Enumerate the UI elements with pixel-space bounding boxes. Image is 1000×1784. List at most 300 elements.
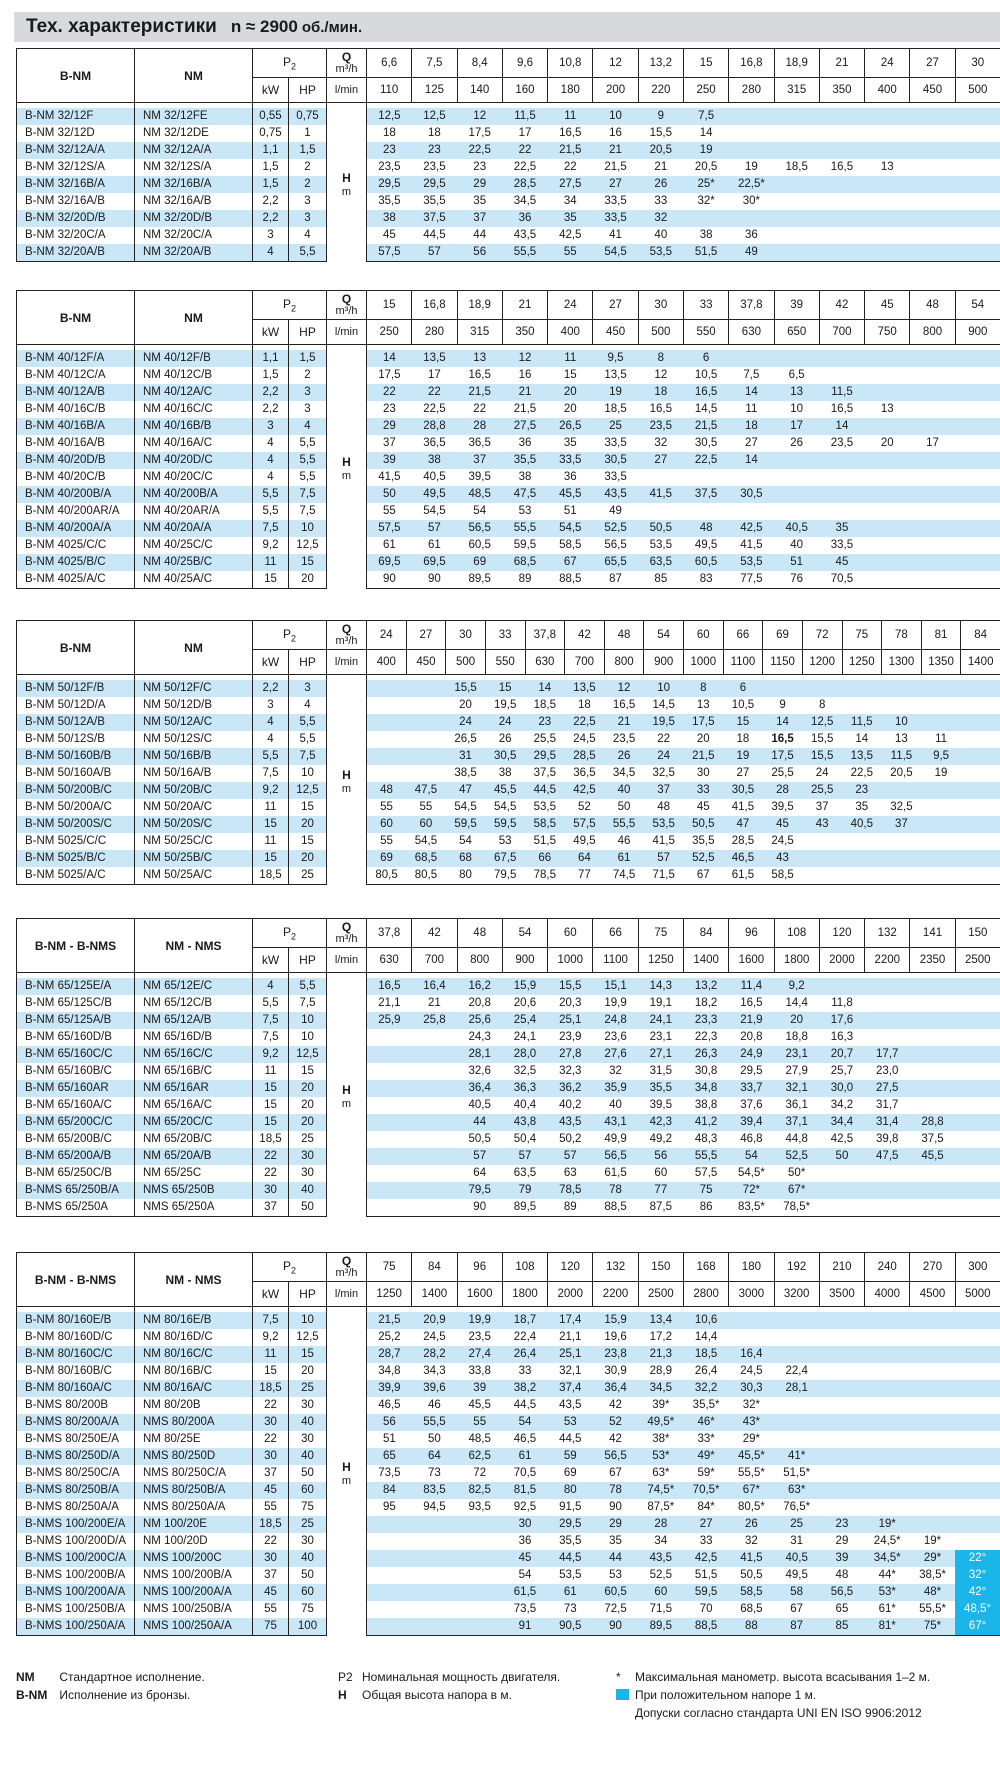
head-value: 56,5 xyxy=(593,537,638,554)
power-hp: 20 xyxy=(289,571,327,589)
head-value: 47,5 xyxy=(502,486,547,503)
table-row xyxy=(17,125,1000,142)
flow-lmin-5: 630 xyxy=(525,650,565,675)
head-value: 25 xyxy=(593,418,638,435)
head-value xyxy=(955,1431,1000,1448)
head-value xyxy=(865,469,910,486)
head-value xyxy=(910,520,955,537)
flow-lmin-13: 2350 xyxy=(910,948,955,973)
model-standard: NM 80/20B xyxy=(135,1397,253,1414)
table-row xyxy=(17,1567,1000,1584)
head-value: 18 xyxy=(638,384,683,401)
table-row xyxy=(17,486,1000,503)
head-value: 16,3 xyxy=(819,1029,864,1046)
model-bronze: B-NMS 100/200C/A xyxy=(17,1550,135,1567)
power-hp: 12,5 xyxy=(289,1329,327,1346)
power-hp: 1,5 xyxy=(289,350,327,367)
head-value: 61 xyxy=(548,1584,593,1601)
pump-table-4 xyxy=(16,918,1000,1217)
head-value xyxy=(367,1131,412,1148)
flow-m3h-7: 30 xyxy=(638,291,683,320)
model-standard: NMS 100/200B/A xyxy=(135,1567,253,1584)
head-value xyxy=(955,452,1000,469)
flow-lmin-8: 550 xyxy=(683,320,728,345)
head-value: 36 xyxy=(729,227,774,244)
head-value: 67° xyxy=(955,1618,1000,1636)
head-value: 91,5 xyxy=(548,1499,593,1516)
head-value: 67* xyxy=(774,1182,819,1199)
head-value: 69 xyxy=(548,1465,593,1482)
head-value xyxy=(910,1199,955,1217)
head-value: 58,5 xyxy=(548,537,593,554)
head-value: 60,5 xyxy=(683,554,728,571)
head-value: 26,4 xyxy=(683,1363,728,1380)
head-value: 16 xyxy=(593,125,638,142)
power-hp: 20 xyxy=(289,1080,327,1097)
model-bronze: B-NM 32/12D xyxy=(17,125,135,142)
head-value xyxy=(865,520,910,537)
model-standard: NMS 80/250C/A xyxy=(135,1465,253,1482)
column-header-p2 xyxy=(253,49,327,78)
model-standard: NM 50/25C/C xyxy=(135,833,253,850)
head-value: 47 xyxy=(446,782,486,799)
head-value: 54,5 xyxy=(548,520,593,537)
head-value: 74,5 xyxy=(604,867,644,885)
table-row xyxy=(17,1148,1000,1165)
model-bronze: B-NM 40/16B/A xyxy=(17,418,135,435)
head-value: 16,5 xyxy=(819,401,864,418)
model-standard: NMS 100/250A/A xyxy=(135,1618,253,1636)
table-row xyxy=(17,520,1000,537)
head-value: 14 xyxy=(763,714,803,731)
head-value xyxy=(412,1131,457,1148)
head-value: 14 xyxy=(367,350,412,367)
model-standard: NM 40/200B/A xyxy=(135,486,253,503)
head-value xyxy=(910,1097,955,1114)
model-standard: NM 50/25B/C xyxy=(135,850,253,867)
model-standard: NM 40/16B/B xyxy=(135,418,253,435)
model-standard: NMS 65/250B xyxy=(135,1182,253,1199)
flow-m3h-7: 75 xyxy=(638,919,683,948)
head-value: 20 xyxy=(548,401,593,418)
power-kw: 9,2 xyxy=(253,782,289,799)
head-value xyxy=(729,108,774,125)
head-value xyxy=(367,748,407,765)
head-value: 53 xyxy=(593,1567,638,1584)
power-kw: 7,5 xyxy=(253,1012,289,1029)
power-kw: 9,2 xyxy=(253,1329,289,1346)
power-kw: 2,2 xyxy=(253,193,289,210)
model-bronze: B-NM 50/160B/B xyxy=(17,748,135,765)
head-value: 20,5 xyxy=(882,765,922,782)
head-value xyxy=(961,782,1000,799)
model-bronze: B-NM 65/200B/C xyxy=(17,1131,135,1148)
power-hp: 0,75 xyxy=(289,108,327,125)
head-value xyxy=(865,1414,910,1431)
head-value xyxy=(955,1533,1000,1550)
flow-lmin-1: 250 xyxy=(367,320,412,345)
head-value: 15 xyxy=(485,680,525,697)
head-value: 12,5 xyxy=(802,714,842,731)
head-value: 51,5 xyxy=(683,244,728,262)
power-hp: 10 xyxy=(289,1029,327,1046)
head-value: 69 xyxy=(367,850,407,867)
head-value xyxy=(819,1312,864,1329)
table-row xyxy=(17,1165,1000,1182)
head-value: 13 xyxy=(684,697,724,714)
model-bronze: B-NMS 80/250B/A xyxy=(17,1482,135,1499)
head-value: 23,5 xyxy=(819,435,864,452)
flow-m3h-9: 96 xyxy=(729,919,774,948)
head-value xyxy=(955,1114,1000,1131)
head-value: 8 xyxy=(802,697,842,714)
head-value xyxy=(910,1448,955,1465)
head-h-label: H xyxy=(342,170,351,185)
head-value: 37,5 xyxy=(683,486,728,503)
head-value: 20,8 xyxy=(729,1029,774,1046)
flow-m3h-13: 75 xyxy=(842,621,882,650)
model-standard: NM 50/20A/C xyxy=(135,799,253,816)
head-value: 50 xyxy=(367,486,412,503)
head-value: 15 xyxy=(548,367,593,384)
power-kw: 4 xyxy=(253,731,289,748)
head-value xyxy=(955,486,1000,503)
flow-m3h-14: 300 xyxy=(955,1253,1000,1282)
head-value: 24 xyxy=(446,714,486,731)
head-value xyxy=(910,554,955,571)
head-value: 51,5* xyxy=(774,1465,819,1482)
head-value xyxy=(865,350,910,367)
power-hp: 2 xyxy=(289,159,327,176)
head-value: 54,5* xyxy=(729,1165,774,1182)
head-value: 37 xyxy=(882,816,922,833)
head-value xyxy=(367,1533,412,1550)
head-value: 42,5 xyxy=(683,1550,728,1567)
title-speed: n ≈ 2900 xyxy=(230,17,298,36)
head-value xyxy=(367,1584,412,1601)
model-bronze: B-NM 5025/C/C xyxy=(17,833,135,850)
head-value: 40,5 xyxy=(412,469,457,486)
head-value: 11 xyxy=(548,108,593,125)
q-unit-lmin: l/min xyxy=(327,650,367,675)
head-value: 31,7 xyxy=(865,1097,910,1114)
head-value xyxy=(865,486,910,503)
table-row xyxy=(17,210,1000,227)
head-value: 64 xyxy=(412,1448,457,1465)
head-value: 37 xyxy=(802,799,842,816)
model-bronze: B-NM 4025/B/C xyxy=(17,554,135,571)
head-value: 18,5 xyxy=(774,159,819,176)
model-bronze: B-NMS 80/250A/A xyxy=(17,1499,135,1516)
head-value: 60,5 xyxy=(457,537,502,554)
head-value: 68 xyxy=(446,850,486,867)
flow-lmin-2: 125 xyxy=(412,78,457,103)
head-value xyxy=(774,193,819,210)
flow-m3h-15: 81 xyxy=(921,621,961,650)
head-value: 22 xyxy=(457,401,502,418)
power-kw: 11 xyxy=(253,799,289,816)
head-value: 36,5 xyxy=(565,765,605,782)
head-value: 25,8 xyxy=(412,1012,457,1029)
head-value: 24,8 xyxy=(593,1012,638,1029)
power-kw: 0,55 xyxy=(253,108,289,125)
head-value xyxy=(729,210,774,227)
head-value: 90 xyxy=(593,1499,638,1516)
head-value: 39* xyxy=(638,1397,683,1414)
head-value: 43* xyxy=(729,1414,774,1431)
head-value xyxy=(819,227,864,244)
head-value: 71,5 xyxy=(638,1601,683,1618)
head-value xyxy=(865,1465,910,1482)
head-value: 42 xyxy=(593,1431,638,1448)
flow-lmin-2: 450 xyxy=(406,650,446,675)
head-value xyxy=(683,503,728,520)
head-value: 7,5 xyxy=(729,367,774,384)
head-value xyxy=(774,1397,819,1414)
head-value xyxy=(955,210,1000,227)
q-label: Q xyxy=(341,920,352,934)
column-header-hp: HP xyxy=(289,320,327,345)
table-row xyxy=(17,680,1000,697)
head-value xyxy=(412,1516,457,1533)
head-value: 21,9 xyxy=(729,1012,774,1029)
head-value: 67* xyxy=(729,1482,774,1499)
head-value: 90 xyxy=(412,571,457,589)
head-value: 72,5 xyxy=(593,1601,638,1618)
model-bronze: B-NM 50/200B/C xyxy=(17,782,135,799)
head-value: 13,5 xyxy=(565,680,605,697)
head-value xyxy=(865,1397,910,1414)
head-value: 80 xyxy=(446,867,486,885)
table-row xyxy=(17,537,1000,554)
head-value: 35 xyxy=(548,210,593,227)
p2-label: P xyxy=(282,296,291,311)
power-kw: 5,5 xyxy=(253,503,289,520)
head-value: 57 xyxy=(412,520,457,537)
model-standard: NMS 80/200A xyxy=(135,1414,253,1431)
flow-lmin-1: 110 xyxy=(367,78,412,103)
column-header-hp: HP xyxy=(289,650,327,675)
flow-m3h-10: 39 xyxy=(774,291,819,320)
head-value xyxy=(955,995,1000,1012)
head-value xyxy=(729,350,774,367)
table-row xyxy=(17,1482,1000,1499)
head-value: 28,5 xyxy=(723,833,763,850)
head-value: 25,4 xyxy=(502,1012,547,1029)
head-value: 43,5 xyxy=(548,1114,593,1131)
head-value: 13 xyxy=(882,731,922,748)
head-value xyxy=(819,367,864,384)
flow-m3h-5: 10,8 xyxy=(548,49,593,78)
head-value: 55 xyxy=(367,503,412,520)
head-value: 32 xyxy=(638,435,683,452)
head-value: 24,1 xyxy=(638,1012,683,1029)
head-value: 32,6 xyxy=(457,1063,502,1080)
head-value xyxy=(961,731,1000,748)
head-value xyxy=(955,1397,1000,1414)
head-value: 31 xyxy=(774,1533,819,1550)
head-value: 60 xyxy=(367,816,407,833)
head-value: 48* xyxy=(910,1584,955,1601)
head-value: 19 xyxy=(593,384,638,401)
head-value: 42,5 xyxy=(548,227,593,244)
flow-m3h-6: 27 xyxy=(593,291,638,320)
head-value xyxy=(955,227,1000,244)
head-value: 39,9 xyxy=(367,1380,412,1397)
q-label: Q xyxy=(341,622,352,636)
head-value: 91 xyxy=(502,1618,547,1636)
flow-m3h-4: 9,6 xyxy=(502,49,547,78)
head-value xyxy=(910,125,955,142)
head-value xyxy=(367,765,407,782)
flow-lmin-10: 1800 xyxy=(774,948,819,973)
head-value: 45 xyxy=(819,554,864,571)
head-value xyxy=(865,452,910,469)
head-value: 35,5 xyxy=(684,833,724,850)
head-value xyxy=(910,1312,955,1329)
head-value xyxy=(367,1550,412,1567)
head-value: 12 xyxy=(457,108,502,125)
head-value: 23,9 xyxy=(548,1029,593,1046)
table-row xyxy=(17,1114,1000,1131)
model-standard: NM 40/25C/C xyxy=(135,537,253,554)
flow-lmin-9: 630 xyxy=(729,320,774,345)
flow-lmin-10: 3200 xyxy=(774,1282,819,1307)
head-value xyxy=(819,486,864,503)
head-value: 16,5 xyxy=(683,384,728,401)
table-row xyxy=(17,833,1000,850)
head-value xyxy=(819,1482,864,1499)
column-header-p2 xyxy=(253,919,327,948)
power-kw: 1,1 xyxy=(253,142,289,159)
head-value xyxy=(882,867,922,885)
head-value: 15 xyxy=(723,714,763,731)
head-value xyxy=(819,193,864,210)
table-row xyxy=(17,554,1000,571)
q-label: Q xyxy=(341,50,352,64)
head-value: 27 xyxy=(683,1516,728,1533)
head-value: 32,1 xyxy=(774,1080,819,1097)
flow-lmin-11: 1150 xyxy=(763,650,803,675)
head-value: 22,5 xyxy=(502,159,547,176)
head-value xyxy=(367,1182,412,1199)
head-value: 26,5 xyxy=(548,418,593,435)
head-value: 25* xyxy=(683,176,728,193)
head-value: 85 xyxy=(819,1618,864,1636)
flow-m3h-1: 15 xyxy=(367,291,412,320)
table-row xyxy=(17,748,1000,765)
power-kw: 0,75 xyxy=(253,125,289,142)
head-value xyxy=(910,469,955,486)
head-value: 21,5 xyxy=(593,159,638,176)
head-value xyxy=(955,1131,1000,1148)
head-value: 60,5 xyxy=(593,1584,638,1601)
q-label: Q xyxy=(341,292,352,306)
table-row xyxy=(17,1329,1000,1346)
head-value: 18 xyxy=(367,125,412,142)
head-value: 27 xyxy=(729,435,774,452)
head-value xyxy=(774,108,819,125)
model-bronze: B-NM 50/12D/A xyxy=(17,697,135,714)
column-header-bronze: B-NM - B-NMS xyxy=(17,919,135,973)
head-value: 17 xyxy=(910,435,955,452)
head-value: 38,2 xyxy=(502,1380,547,1397)
head-value: 34,5* xyxy=(865,1550,910,1567)
model-bronze: B-NM 32/16B/A xyxy=(17,176,135,193)
head-value xyxy=(910,995,955,1012)
flow-m3h-8: 84 xyxy=(683,919,728,948)
head-value: 61,5 xyxy=(502,1584,547,1601)
head-value: 61,5 xyxy=(723,867,763,885)
head-value xyxy=(865,1380,910,1397)
head-value: 25,5 xyxy=(802,782,842,799)
model-standard: NM 50/16A/B xyxy=(135,765,253,782)
head-value: 40 xyxy=(774,537,819,554)
head-h-label: H xyxy=(342,1459,351,1474)
head-value: 56,5 xyxy=(457,520,502,537)
head-value: 23,5 xyxy=(457,1329,502,1346)
head-value xyxy=(457,1618,502,1636)
model-standard: NM 100/20E xyxy=(135,1516,253,1533)
head-value: 10 xyxy=(593,108,638,125)
head-value: 20,8 xyxy=(457,995,502,1012)
head-value: 78 xyxy=(593,1182,638,1199)
head-value: 89,5 xyxy=(638,1618,683,1636)
head-value: 35 xyxy=(548,435,593,452)
head-value: 36,3 xyxy=(502,1080,547,1097)
power-kw: 55 xyxy=(253,1499,289,1516)
model-standard: NM 65/16AR xyxy=(135,1080,253,1097)
head-value: 48 xyxy=(367,782,407,799)
head-value: 46,5 xyxy=(367,1397,412,1414)
head-value xyxy=(910,108,955,125)
head-value: 56,5 xyxy=(593,1148,638,1165)
head-value: 35 xyxy=(457,193,502,210)
head-value: 10 xyxy=(774,401,819,418)
head-value xyxy=(802,850,842,867)
head-value: 38 xyxy=(412,452,457,469)
power-kw: 15 xyxy=(253,571,289,589)
flow-m3h-13: 48 xyxy=(910,291,955,320)
head-value: 89 xyxy=(502,571,547,589)
head-value: 83,5* xyxy=(729,1199,774,1217)
head-value: 28,7 xyxy=(367,1346,412,1363)
head-value: 30,5 xyxy=(723,782,763,799)
p2-label: P xyxy=(282,54,291,69)
head-value: 25 xyxy=(774,1516,819,1533)
column-header-q xyxy=(327,49,367,78)
head-value: 13,5 xyxy=(593,367,638,384)
head-value: 51,5 xyxy=(683,1567,728,1584)
model-standard: NMS 80/250B/A xyxy=(135,1482,253,1499)
head-value: 53,5 xyxy=(638,537,683,554)
head-value: 81* xyxy=(865,1618,910,1636)
head-value: 40,5 xyxy=(457,1097,502,1114)
head-value xyxy=(882,850,922,867)
head-value: 30 xyxy=(684,765,724,782)
head-value: 28 xyxy=(763,782,803,799)
flow-lmin-11: 2000 xyxy=(819,948,864,973)
head-value: 37 xyxy=(644,782,684,799)
flow-lmin-3: 1600 xyxy=(457,1282,502,1307)
head-value xyxy=(842,850,882,867)
head-value: 37,6 xyxy=(729,1097,774,1114)
head-value: 47,5 xyxy=(406,782,446,799)
head-value: 29 xyxy=(367,418,412,435)
head-value: 79,5 xyxy=(457,1182,502,1199)
power-kw: 30 xyxy=(253,1550,289,1567)
head-value xyxy=(865,1312,910,1329)
